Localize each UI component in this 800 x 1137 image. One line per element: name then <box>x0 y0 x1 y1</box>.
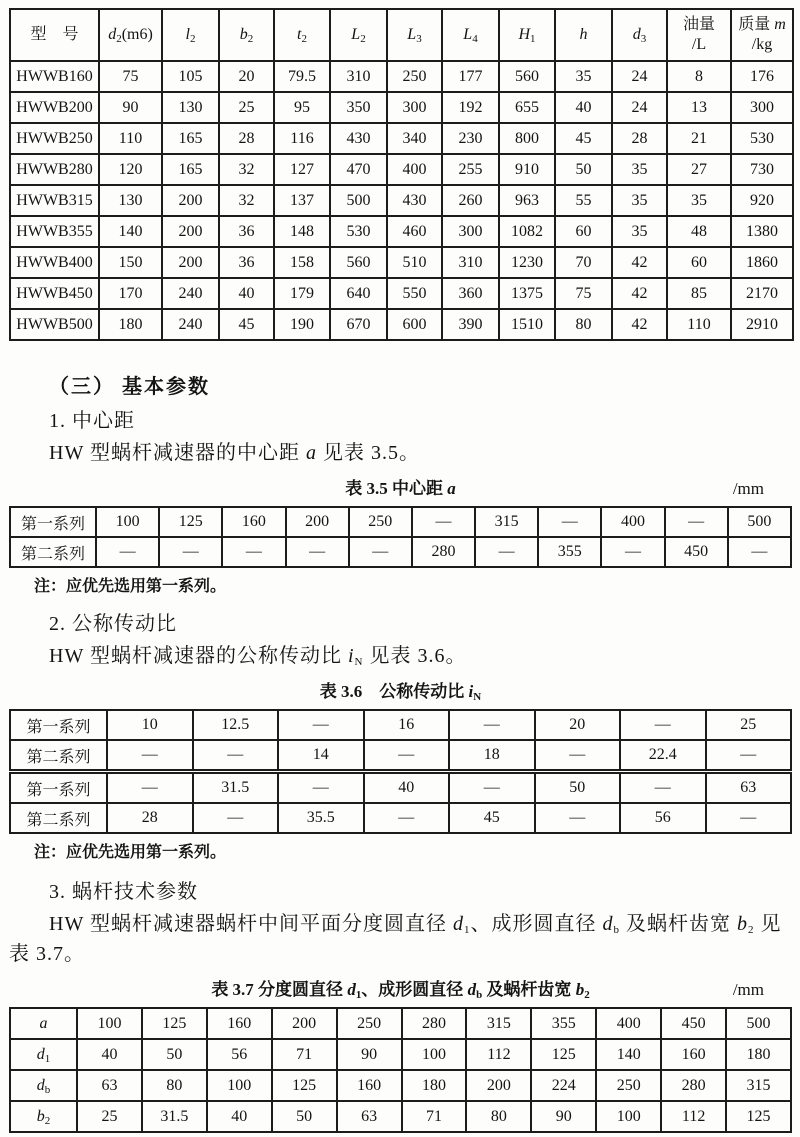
table-row <box>10 803 791 833</box>
value-cell: 200 <box>162 247 219 278</box>
value-cell: 100 <box>207 1070 272 1101</box>
value-cell: 470 <box>330 154 387 185</box>
value-cell: 180 <box>726 1039 791 1070</box>
row-label-cell: $d_b$ <box>10 1070 77 1101</box>
value-cell: 56 <box>620 803 706 833</box>
table-3-6-note: 注：应优先选用第一系列。 <box>34 844 227 861</box>
value-cell: 600 <box>387 309 442 340</box>
value-cell: 90 <box>337 1039 402 1070</box>
value-cell: 140 <box>99 216 162 247</box>
value-cell: 12.5 <box>193 710 279 740</box>
value-cell: 300 <box>442 216 499 247</box>
value-cell: 55 <box>555 185 612 216</box>
value-cell: 25 <box>77 1101 142 1132</box>
table-row <box>10 1101 791 1132</box>
value-cell: — <box>286 537 349 567</box>
value-cell: 1860 <box>731 247 793 278</box>
value-cell: 180 <box>99 309 162 340</box>
value-cell: — <box>278 710 364 740</box>
value-cell: 48 <box>667 216 731 247</box>
value-cell: 40 <box>364 772 450 804</box>
value-cell: 340 <box>387 123 442 154</box>
value-cell: — <box>107 772 193 804</box>
value-cell: 130 <box>99 185 162 216</box>
item3-paragraph-line1: HW 型蜗杆减速器蜗杆中间平面分度圆直径 $d_1$、成形圆直径 $d_b$ 及蜗杆齿宽 $b_2$ 见 <box>49 913 782 936</box>
table-row <box>10 1070 791 1101</box>
row-label-cell: HWWB280 <box>10 154 99 185</box>
value-cell: 310 <box>330 61 387 92</box>
value-cell: — <box>620 710 706 740</box>
value-cell: 192 <box>442 92 499 123</box>
value-cell: 1375 <box>499 278 555 309</box>
value-cell: — <box>449 710 535 740</box>
table-row <box>10 278 793 309</box>
value-cell: 16 <box>364 710 450 740</box>
value-cell: 140 <box>596 1039 661 1070</box>
value-cell: 1510 <box>499 309 555 340</box>
table-row <box>10 507 791 537</box>
value-cell: 45 <box>449 803 535 833</box>
value-cell: 14 <box>278 740 364 772</box>
column-header: $t_2$ <box>274 9 330 61</box>
value-cell: 450 <box>665 537 728 567</box>
value-cell: — <box>535 740 621 772</box>
value-cell: 530 <box>731 123 793 154</box>
row-label-cell: HWWB200 <box>10 92 99 123</box>
value-cell: 1230 <box>499 247 555 278</box>
value-cell: 13 <box>667 92 731 123</box>
value-cell: 40 <box>77 1039 142 1070</box>
value-cell: — <box>706 740 792 772</box>
column-header: $l_2$ <box>162 9 219 61</box>
value-cell: — <box>601 537 664 567</box>
value-cell: 350 <box>330 92 387 123</box>
value-cell: 310 <box>442 247 499 278</box>
value-cell: 250 <box>349 507 412 537</box>
value-cell: 125 <box>531 1039 596 1070</box>
value-cell: 80 <box>142 1070 207 1101</box>
value-cell: 28 <box>107 803 193 833</box>
row-label-cell: 第二系列 <box>10 740 107 772</box>
table-3-5-title: 表 3.5 中心距 a <box>345 479 456 498</box>
table-3-6-caption <box>9 680 792 704</box>
value-cell: 8 <box>667 61 731 92</box>
value-cell: 200 <box>272 1008 337 1039</box>
value-cell: 200 <box>162 185 219 216</box>
value-cell: 35 <box>612 154 667 185</box>
value-cell: 36 <box>219 247 274 278</box>
table-row <box>10 309 793 340</box>
value-cell: 510 <box>387 247 442 278</box>
value-cell: 127 <box>274 154 330 185</box>
value-cell: 71 <box>272 1039 337 1070</box>
value-cell: 50 <box>272 1101 337 1132</box>
value-cell: 640 <box>330 278 387 309</box>
value-cell: — <box>364 740 450 772</box>
value-cell: 160 <box>207 1008 272 1039</box>
column-header: $L_3$ <box>387 9 442 61</box>
value-cell: 150 <box>99 247 162 278</box>
section-heading: （三） 基本参数 <box>49 376 210 398</box>
value-cell: 35.5 <box>278 803 364 833</box>
value-cell: 160 <box>337 1070 402 1101</box>
row-label-cell: 第一系列 <box>10 710 107 740</box>
item3-paragraph-line2: 表 3.7。 <box>9 943 85 965</box>
value-cell: 300 <box>387 92 442 123</box>
value-cell: 148 <box>274 216 330 247</box>
value-cell: 177 <box>442 61 499 92</box>
value-cell: 125 <box>272 1070 337 1101</box>
value-cell: 42 <box>612 247 667 278</box>
value-cell: — <box>107 740 193 772</box>
value-cell: 110 <box>99 123 162 154</box>
column-header: $d_3$ <box>612 9 667 61</box>
table-row <box>10 247 793 278</box>
value-cell: 18 <box>449 740 535 772</box>
value-cell: 63 <box>77 1070 142 1101</box>
table-row <box>10 740 791 772</box>
value-cell: 40 <box>219 278 274 309</box>
value-cell: 250 <box>337 1008 402 1039</box>
value-cell: 450 <box>661 1008 726 1039</box>
table-row <box>10 185 793 216</box>
value-cell: 315 <box>475 507 538 537</box>
value-cell: — <box>278 772 364 804</box>
value-cell: 165 <box>162 123 219 154</box>
value-cell: 200 <box>286 507 349 537</box>
value-cell: 165 <box>162 154 219 185</box>
table-row <box>10 61 793 92</box>
value-cell: 460 <box>387 216 442 247</box>
value-cell: 10 <box>107 710 193 740</box>
value-cell: 116 <box>274 123 330 154</box>
value-cell: 255 <box>442 154 499 185</box>
value-cell: 35 <box>612 216 667 247</box>
value-cell: — <box>193 740 279 772</box>
value-cell: 28 <box>219 123 274 154</box>
value-cell: 200 <box>162 216 219 247</box>
value-cell: 500 <box>726 1008 791 1039</box>
value-cell: 100 <box>402 1039 467 1070</box>
row-label-cell: 第二系列 <box>10 803 107 833</box>
value-cell: 35 <box>667 185 731 216</box>
table-row <box>10 92 793 123</box>
value-cell: 430 <box>387 185 442 216</box>
value-cell: 20 <box>219 61 274 92</box>
value-cell: 45 <box>555 123 612 154</box>
column-header: $L_2$ <box>330 9 387 61</box>
value-cell: 280 <box>412 537 475 567</box>
column-header: 油量 /L <box>667 9 731 61</box>
table-3-7-title: 表 3.7 分度圆直径 $d_1$、成形圆直径 $d_b$ 及蜗杆齿宽 $b_2$ <box>211 980 590 1001</box>
value-cell: 22.4 <box>620 740 706 772</box>
value-cell: 190 <box>274 309 330 340</box>
value-cell: 63 <box>706 772 792 804</box>
value-cell: 80 <box>555 309 612 340</box>
value-cell: 500 <box>728 507 791 537</box>
table-3-5-body <box>10 507 791 567</box>
column-header: $H_1$ <box>499 9 555 61</box>
value-cell: 110 <box>667 309 731 340</box>
row-label-cell: HWWB160 <box>10 61 99 92</box>
value-cell: 42 <box>612 278 667 309</box>
value-cell: 45 <box>219 309 274 340</box>
table-row <box>10 1039 791 1070</box>
value-cell: 176 <box>731 61 793 92</box>
value-cell: — <box>728 537 791 567</box>
value-cell: 32 <box>219 185 274 216</box>
row-label-cell: $b_2$ <box>10 1101 77 1132</box>
value-cell: 75 <box>555 278 612 309</box>
value-cell: 355 <box>538 537 601 567</box>
value-cell: 21 <box>667 123 731 154</box>
value-cell: 56 <box>207 1039 272 1070</box>
value-cell: — <box>538 507 601 537</box>
row-label-cell: $d_1$ <box>10 1039 77 1070</box>
table-row <box>10 154 793 185</box>
row-label-cell: HWWB355 <box>10 216 99 247</box>
value-cell: 24 <box>612 92 667 123</box>
value-cell: 40 <box>207 1101 272 1132</box>
value-cell: 100 <box>596 1101 661 1132</box>
value-cell: — <box>96 537 159 567</box>
value-cell: 1380 <box>731 216 793 247</box>
table-3-6-title: 表 3.6 公称传动比 $i_N$ <box>319 682 482 703</box>
table-row <box>10 710 791 740</box>
value-cell: — <box>193 803 279 833</box>
value-cell: 40 <box>555 92 612 123</box>
value-cell: 560 <box>330 247 387 278</box>
value-cell: 25 <box>706 710 792 740</box>
value-cell: 160 <box>661 1039 726 1070</box>
table-3-5-note: 注：应优先选用第一系列。 <box>34 578 227 595</box>
value-cell: — <box>159 537 222 567</box>
item1-heading: 1. 中心距 <box>49 410 135 432</box>
value-cell: 100 <box>96 507 159 537</box>
column-header: h <box>555 9 612 61</box>
value-cell: 80 <box>466 1101 531 1132</box>
item3-heading: 3. 蜗杆技术参数 <box>49 881 198 903</box>
value-cell: — <box>706 803 792 833</box>
dimension-table-header-row <box>10 9 793 61</box>
value-cell: 71 <box>402 1101 467 1132</box>
value-cell: 730 <box>731 154 793 185</box>
value-cell: 28 <box>612 123 667 154</box>
value-cell: 137 <box>274 185 330 216</box>
table-row <box>10 1008 791 1039</box>
value-cell: — <box>412 507 475 537</box>
value-cell: 2910 <box>731 309 793 340</box>
value-cell: 42 <box>612 309 667 340</box>
item2-heading: 2. 公称传动比 <box>49 613 177 635</box>
item2-paragraph: HW 型蜗杆减速器的公称传动比 $i_N$ 见表 3.6。 <box>49 645 467 668</box>
value-cell: 400 <box>596 1008 661 1039</box>
row-label-cell: HWWB500 <box>10 309 99 340</box>
value-cell: 180 <box>402 1070 467 1101</box>
value-cell: 300 <box>731 92 793 123</box>
value-cell: 90 <box>99 92 162 123</box>
value-cell: 230 <box>442 123 499 154</box>
table-row <box>10 537 791 567</box>
value-cell: 75 <box>99 61 162 92</box>
row-label-cell: a <box>10 1008 77 1039</box>
value-cell: 90 <box>531 1101 596 1132</box>
value-cell: 250 <box>596 1070 661 1101</box>
row-label-cell: 第一系列 <box>10 507 96 537</box>
dimension-table <box>9 8 794 341</box>
value-cell: 50 <box>535 772 621 804</box>
value-cell: 179 <box>274 278 330 309</box>
value-cell: 550 <box>387 278 442 309</box>
item1-paragraph: HW 型蜗杆减速器的中心距 a 见表 3.5。 <box>49 442 420 464</box>
table-3-7-caption <box>9 978 792 1002</box>
value-cell: — <box>535 803 621 833</box>
value-cell: 530 <box>330 216 387 247</box>
value-cell: 390 <box>442 309 499 340</box>
value-cell: 31.5 <box>193 772 279 804</box>
value-cell: 355 <box>531 1008 596 1039</box>
value-cell: 500 <box>330 185 387 216</box>
value-cell: 670 <box>330 309 387 340</box>
value-cell: 85 <box>667 278 731 309</box>
value-cell: 315 <box>466 1008 531 1039</box>
value-cell: 79.5 <box>274 61 330 92</box>
table-3-5 <box>9 506 792 568</box>
value-cell: 280 <box>661 1070 726 1101</box>
table-row <box>10 123 793 154</box>
value-cell: 27 <box>667 154 731 185</box>
value-cell: 2170 <box>731 278 793 309</box>
value-cell: 963 <box>499 185 555 216</box>
column-header: 型 号 <box>10 9 99 61</box>
table-3-6 <box>9 709 792 834</box>
value-cell: 260 <box>442 185 499 216</box>
value-cell: 250 <box>387 61 442 92</box>
value-cell: 200 <box>466 1070 531 1101</box>
row-label-cell: HWWB250 <box>10 123 99 154</box>
table-3-6-body <box>10 710 791 833</box>
value-cell: — <box>349 537 412 567</box>
value-cell: 910 <box>499 154 555 185</box>
value-cell: 125 <box>159 507 222 537</box>
value-cell: 224 <box>531 1070 596 1101</box>
value-cell: 63 <box>337 1101 402 1132</box>
table-row <box>10 772 791 804</box>
value-cell: 112 <box>466 1039 531 1070</box>
value-cell: — <box>475 537 538 567</box>
value-cell: 125 <box>142 1008 207 1039</box>
value-cell: 400 <box>601 507 664 537</box>
value-cell: 1082 <box>499 216 555 247</box>
value-cell: 36 <box>219 216 274 247</box>
value-cell: 125 <box>726 1101 791 1132</box>
table-3-7-body <box>10 1008 791 1132</box>
dimension-table-body <box>10 61 793 340</box>
column-header: $d_2(m6)$ <box>99 9 162 61</box>
value-cell: 240 <box>162 309 219 340</box>
table-3-5-caption <box>9 477 792 501</box>
value-cell: 50 <box>555 154 612 185</box>
value-cell: — <box>364 803 450 833</box>
value-cell: 315 <box>726 1070 791 1101</box>
value-cell: 70 <box>555 247 612 278</box>
value-cell: 158 <box>274 247 330 278</box>
row-label-cell: HWWB315 <box>10 185 99 216</box>
row-label-cell: HWWB400 <box>10 247 99 278</box>
row-label-cell: 第二系列 <box>10 537 96 567</box>
value-cell: 240 <box>162 278 219 309</box>
value-cell: 800 <box>499 123 555 154</box>
value-cell: 280 <box>402 1008 467 1039</box>
value-cell: 120 <box>99 154 162 185</box>
value-cell: — <box>620 772 706 804</box>
column-header: $L_4$ <box>442 9 499 61</box>
value-cell: 920 <box>731 185 793 216</box>
value-cell: 430 <box>330 123 387 154</box>
value-cell: 32 <box>219 154 274 185</box>
value-cell: 655 <box>499 92 555 123</box>
value-cell: — <box>665 507 728 537</box>
value-cell: 100 <box>77 1008 142 1039</box>
column-header: 质量 m /kg <box>731 9 793 61</box>
row-label-cell: 第一系列 <box>10 772 107 804</box>
value-cell: 35 <box>612 185 667 216</box>
value-cell: 170 <box>99 278 162 309</box>
value-cell: 25 <box>219 92 274 123</box>
table-row <box>10 216 793 247</box>
value-cell: 24 <box>612 61 667 92</box>
value-cell: 360 <box>442 278 499 309</box>
value-cell: 35 <box>555 61 612 92</box>
column-header: $b_2$ <box>219 9 274 61</box>
value-cell: 560 <box>499 61 555 92</box>
value-cell: 130 <box>162 92 219 123</box>
value-cell: — <box>222 537 285 567</box>
value-cell: 60 <box>555 216 612 247</box>
value-cell: 160 <box>222 507 285 537</box>
value-cell: 105 <box>162 61 219 92</box>
value-cell: 400 <box>387 154 442 185</box>
row-label-cell: HWWB450 <box>10 278 99 309</box>
value-cell: 60 <box>667 247 731 278</box>
table-3-5-unit-label: /mm <box>732 479 764 498</box>
value-cell: — <box>449 772 535 804</box>
value-cell: 31.5 <box>142 1101 207 1132</box>
value-cell: 20 <box>535 710 621 740</box>
value-cell: 50 <box>142 1039 207 1070</box>
value-cell: 112 <box>661 1101 726 1132</box>
table-3-7-unit-label: /mm <box>732 980 764 999</box>
table-3-7 <box>9 1007 792 1133</box>
value-cell: 95 <box>274 92 330 123</box>
